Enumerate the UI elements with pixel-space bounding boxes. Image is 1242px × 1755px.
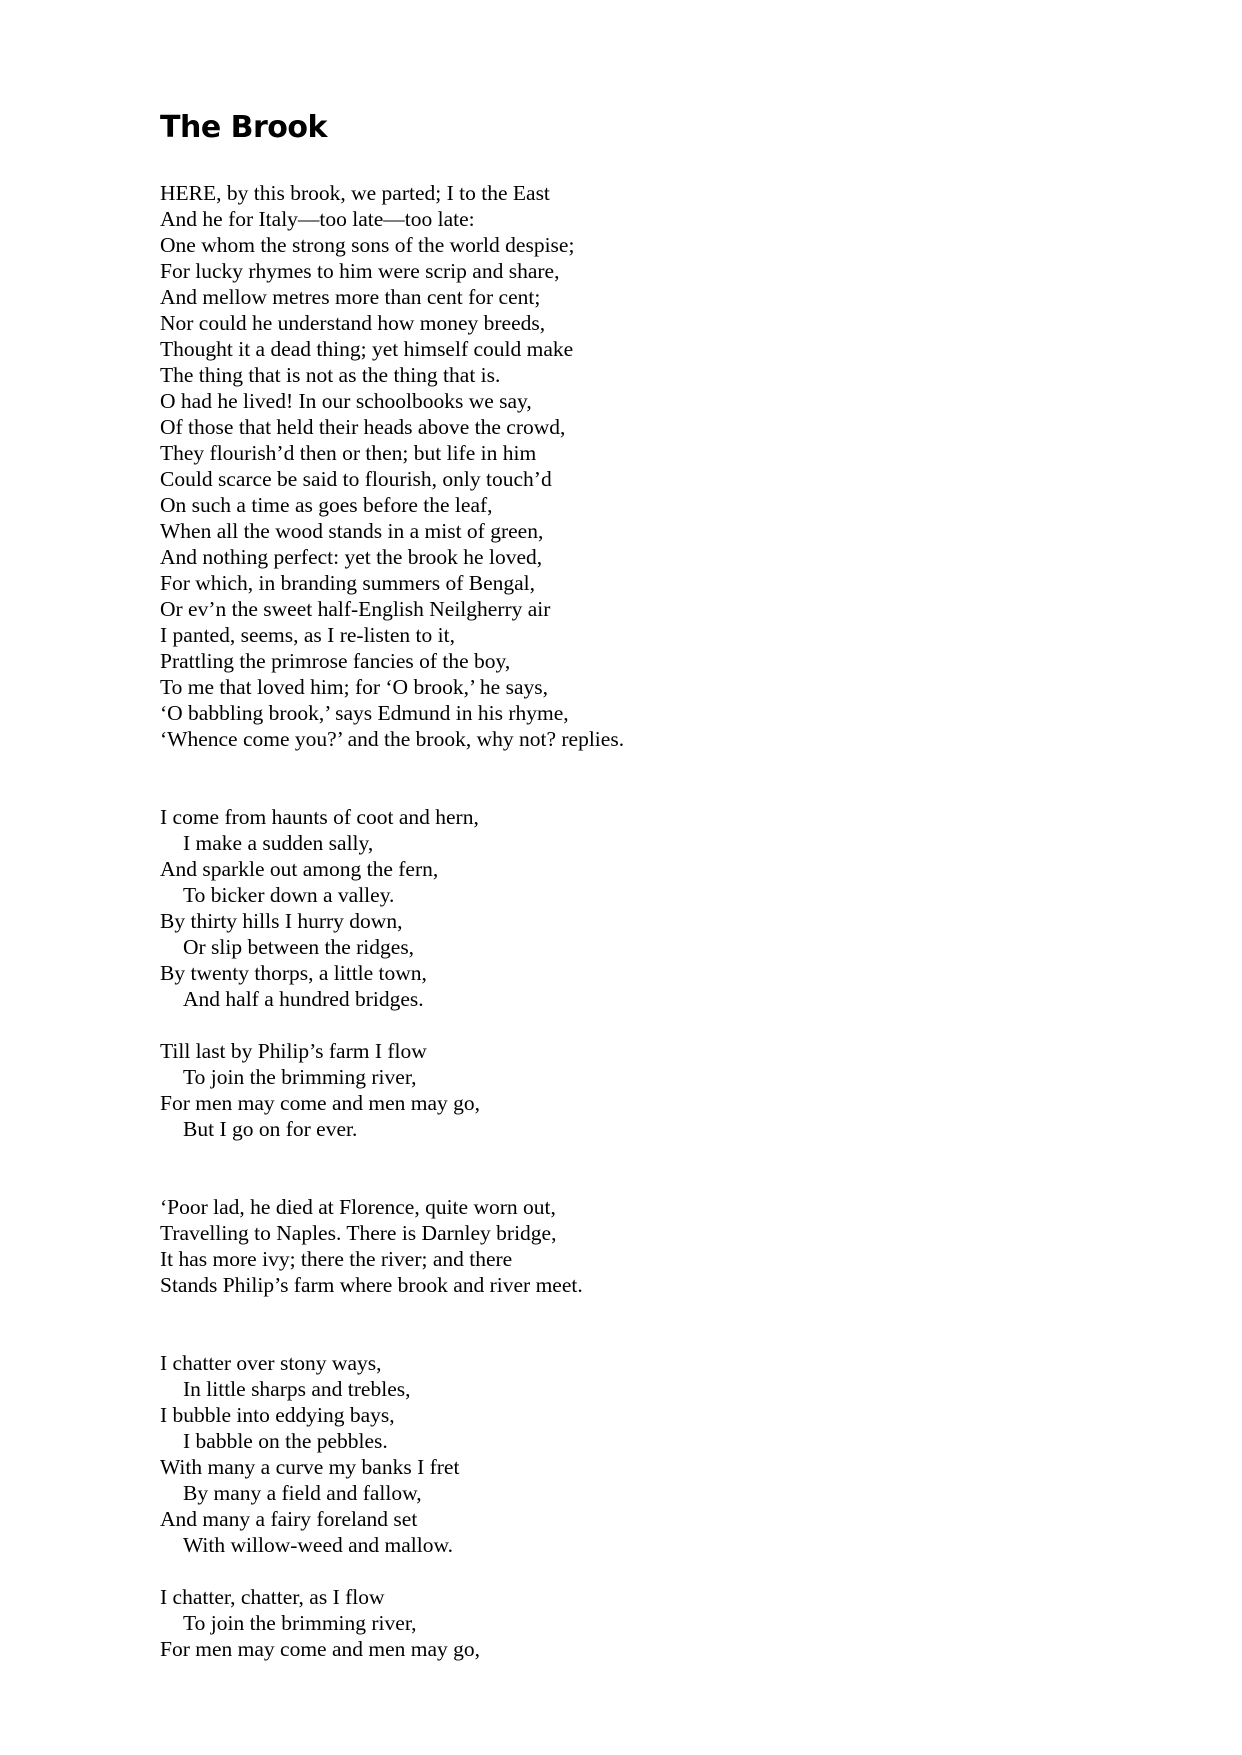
stanza-brook-song-2	[160, 1350, 1060, 1558]
poem-line: Stands Philip’s farm where brook and river meet.	[160, 1273, 583, 1297]
poem-line: ‘Whence come you?’ and the brook, why not? replies.	[160, 727, 625, 751]
poem-line: And half a hundred bridges.	[183, 987, 424, 1011]
poem-line: Or ev’n the sweet half-English Neilgherry air	[160, 597, 551, 621]
poem-line: By many a field and fallow,	[183, 1481, 422, 1505]
poem-title: The Brook	[160, 110, 327, 145]
poem-line: To me that loved him; for ‘O brook,’ he says,	[160, 675, 548, 699]
poem-line: I bubble into eddying bays,	[160, 1403, 395, 1427]
stanza-gap	[160, 752, 1060, 804]
poem-line: Till last by Philip’s farm I flow	[160, 1039, 427, 1063]
poem-line: O had he lived! In our schoolbooks we say,	[160, 389, 532, 413]
poem-line: The thing that is not as the thing that is.	[160, 363, 501, 387]
poem-line: In little sharps and trebles,	[183, 1377, 411, 1401]
stanza-gap	[160, 1142, 1060, 1194]
poem-line: For lucky rhymes to him were scrip and share,	[160, 259, 560, 283]
stanza-gap	[160, 1558, 1060, 1584]
poem-line: One whom the strong sons of the world despise;	[160, 233, 575, 257]
stanza-refrain-1	[160, 1038, 1060, 1142]
poem-line: I chatter, chatter, as I flow	[160, 1585, 385, 1609]
poem-line: ‘O babbling brook,’ says Edmund in his rhyme,	[160, 701, 569, 725]
poem-line: To join the brimming river,	[183, 1611, 417, 1635]
poem-line: Could scarce be said to flourish, only touch’d	[160, 467, 552, 491]
poem-line: With many a curve my banks I fret	[160, 1455, 460, 1479]
poem-line: I come from haunts of coot and hern,	[160, 805, 479, 829]
poem-line: It has more ivy; there the river; and there	[160, 1247, 513, 1271]
stanza-brook-song-1	[160, 804, 1060, 1012]
poem-line: To join the brimming river,	[183, 1065, 417, 1089]
poem-line: I chatter over stony ways,	[160, 1351, 382, 1375]
poem-line: And nothing perfect: yet the brook he loved,	[160, 545, 543, 569]
poem-line: For men may come and men may go,	[160, 1637, 481, 1661]
poem-line: When all the wood stands in a mist of green,	[160, 519, 544, 543]
poem-line: By thirty hills I hurry down,	[160, 909, 403, 933]
poem-line: I make a sudden sally,	[183, 831, 374, 855]
poem-line: For which, in branding summers of Bengal,	[160, 571, 536, 595]
poem-line: For men may come and men may go,	[160, 1091, 481, 1115]
poem-line: By twenty thorps, a little town,	[160, 961, 427, 985]
poem-line: I babble on the pebbles.	[183, 1429, 388, 1453]
poem-line: Or slip between the ridges,	[183, 935, 415, 959]
stanza-gap	[160, 1298, 1060, 1350]
poem-line: They flourish’d then or then; but life in him	[160, 441, 537, 465]
poem-line: With willow-weed and mallow.	[183, 1533, 454, 1557]
poem-line: On such a time as goes before the leaf,	[160, 493, 493, 517]
stanza-narrative-2	[160, 1194, 1060, 1298]
poem-line: And sparkle out among the fern,	[160, 857, 439, 881]
poem-line: Thought it a dead thing; yet himself could make	[160, 337, 574, 361]
poem-line: Nor could he understand how money breeds,	[160, 311, 546, 335]
stanza-refrain-2	[160, 1584, 1060, 1662]
poem-body	[160, 180, 1060, 1662]
poem-line: ‘Poor lad, he died at Florence, quite worn out,	[160, 1195, 556, 1219]
poem-line: Travelling to Naples. There is Darnley bridge,	[160, 1221, 557, 1245]
poem-line: Of those that held their heads above the crowd,	[160, 415, 566, 439]
stanza-intro	[160, 180, 1060, 752]
poem-line: But I go on for ever.	[183, 1117, 358, 1141]
poem-line: Prattling the primrose fancies of the boy,	[160, 649, 511, 673]
poem-line: And mellow metres more than cent for cent;	[160, 285, 541, 309]
poem-line: And many a fairy foreland set	[160, 1507, 418, 1531]
poem-line: I panted, seems, as I re-listen to it,	[160, 623, 455, 647]
poem-line: And he for Italy—too late—too late:	[160, 207, 475, 231]
poem-line: To bicker down a valley.	[183, 883, 395, 907]
poem-line: HERE, by this brook, we parted; I to the East	[160, 181, 550, 205]
stanza-gap	[160, 1012, 1060, 1038]
